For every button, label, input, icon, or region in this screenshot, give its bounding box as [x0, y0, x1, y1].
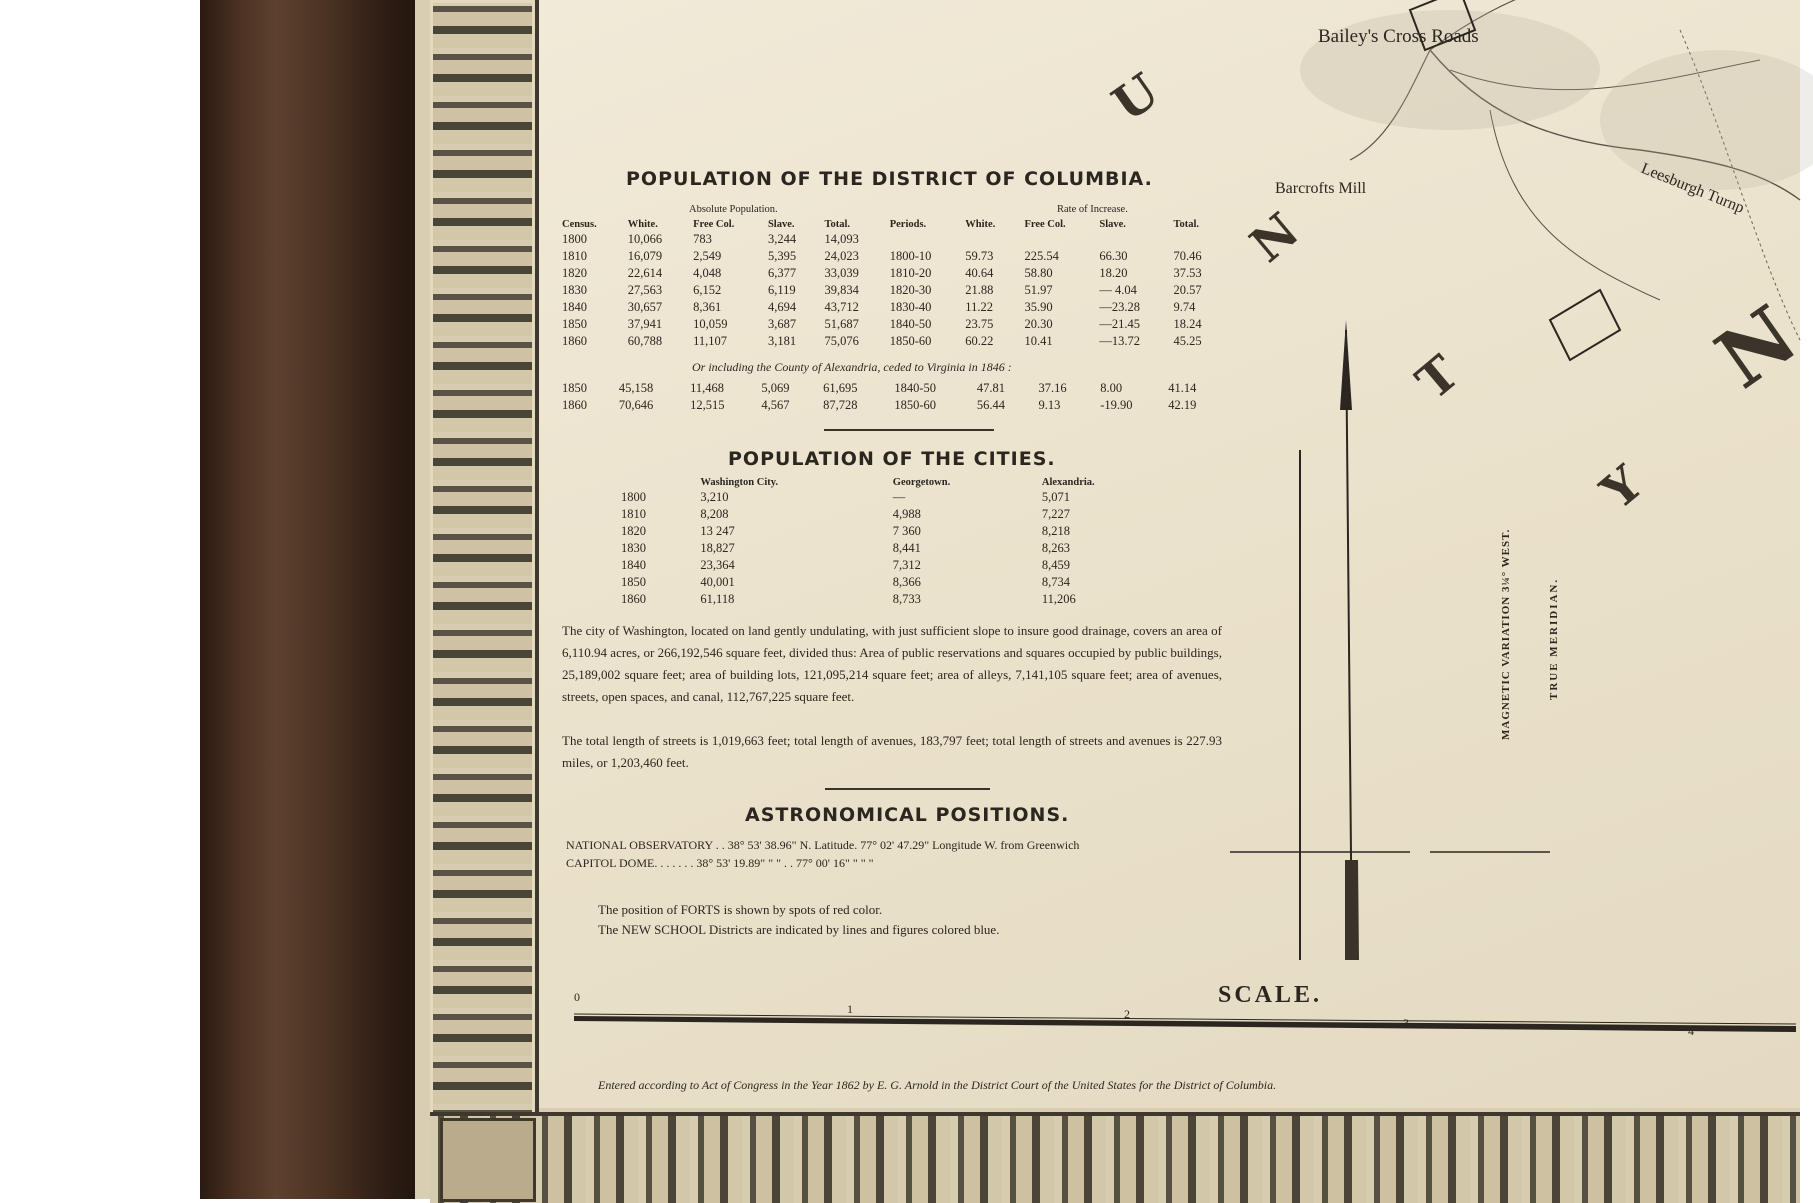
table-cell: 43,712: [824, 300, 859, 314]
column-header: Free Col.: [693, 219, 735, 230]
table-cell: 1800: [621, 490, 646, 504]
table-row: [615, 489, 1175, 506]
border-corner-ornament: [440, 1118, 536, 1202]
table-cell: 22,614: [627, 266, 663, 280]
table-cell: 47.81: [976, 381, 1005, 395]
school-note: The NEW SCHOOL Districts are indicated by lines and figures colored blue.: [598, 922, 1000, 937]
table-cell: 6,119: [767, 283, 796, 297]
column-header: [615, 476, 694, 489]
table-cell: 1860: [562, 398, 587, 412]
column-header: Periods.: [889, 219, 927, 230]
baileys-cross-roads-label: Bailey's Cross Roads: [1318, 26, 1479, 47]
table-cell: 40.64: [965, 266, 994, 280]
table-cell: 23,364: [700, 558, 735, 572]
table-cell: 8,441: [892, 541, 921, 555]
column-header: Total.: [1173, 219, 1200, 230]
table-cell: -19.90: [1100, 398, 1133, 412]
table-cell: 56.44: [976, 398, 1005, 412]
table-cell: 10.41: [1024, 334, 1053, 348]
scale-tick-4: 4: [1688, 1024, 1694, 1038]
table-cell: 42.19: [1168, 398, 1197, 412]
copyright-notice: Entered according to Act of Congress in the Year 1862 by E. G. Arnold in the District Court of the United States for the District of Columbia.: [598, 1078, 1277, 1092]
wood-frame: [200, 0, 415, 1199]
table-row: [556, 380, 1224, 397]
table-cell: 3,210: [700, 490, 729, 504]
table-cell: 8,459: [1041, 558, 1070, 572]
column-header: Slave.: [1099, 219, 1126, 230]
table-cell: 1820: [621, 524, 646, 538]
scale-tick-2: 2: [1124, 1007, 1130, 1021]
table-cell: 8,361: [693, 300, 722, 314]
table-cell: 70.46: [1173, 249, 1202, 263]
table-cell: 1850-60: [889, 334, 932, 348]
table-cell: 8,366: [892, 575, 921, 589]
table-row: [615, 523, 1175, 540]
divider: [824, 429, 994, 431]
table-cell: 7,312: [892, 558, 921, 572]
table-cell: 35.90: [1024, 300, 1053, 314]
table-cell: 1810-20: [889, 266, 932, 280]
table-row: [556, 248, 1224, 265]
capitol-position: CAPITOL DOME. . . . . . . 38° 53' 19.89" " " . . 77° 00' 16" " " ": [566, 856, 874, 870]
table-row: [556, 316, 1224, 333]
table-row: [615, 591, 1175, 608]
table-cell: 60.22: [965, 334, 994, 348]
barcrofts-mill-label: Barcrofts Mill: [1275, 180, 1367, 197]
column-header: White.: [627, 219, 658, 230]
column-header: Census.: [562, 219, 597, 230]
rate-group: Rate of Increase.: [1057, 204, 1128, 215]
ornamental-border-bottom: [430, 1112, 1800, 1203]
table-row: [556, 231, 1224, 248]
astro-title: ASTRONOMICAL POSITIONS.: [745, 804, 1070, 826]
table-cell: — 4.04: [1099, 283, 1137, 297]
pop-dc-title: POPULATION OF THE DISTRICT OF COLUMBIA.: [626, 168, 1153, 190]
table-cell: 18.24: [1173, 317, 1202, 331]
table-cell: 40,001: [700, 575, 735, 589]
table-cell: 10,059: [693, 317, 728, 331]
table-cell: 20.30: [1024, 317, 1053, 331]
table-cell: 14,093: [824, 232, 859, 246]
table-cell: 1850: [621, 575, 646, 589]
true-meridian-label: TRUE MERIDIAN.: [1548, 577, 1560, 700]
table-cell: 5,069: [761, 381, 790, 395]
table-row: [556, 299, 1224, 316]
ornamental-border-left: [430, 0, 539, 1199]
table-cell: 8,208: [700, 507, 729, 521]
table-cell: 45.25: [1173, 334, 1202, 348]
table-cell: 1800-10: [889, 249, 932, 263]
observatory-position: NATIONAL OBSERVATORY . . 38° 53' 38.96" N. Latitude. 77° 02' 47.29" Longitude W. from Greenwich: [566, 838, 1080, 852]
table-cell: 8,734: [1041, 575, 1070, 589]
column-header: Slave.: [767, 219, 795, 230]
table-cell: 2,549: [693, 249, 722, 263]
table-cell: 4,567: [761, 398, 790, 412]
county-letter-n-large: N: [1699, 287, 1813, 407]
table-cell: 1850: [562, 381, 587, 395]
table-cell: 24,023: [824, 249, 859, 263]
table-cell: 37.16: [1038, 381, 1067, 395]
table-cell: 30,657: [627, 300, 663, 314]
table-cell: 1860: [621, 592, 646, 606]
table-row: [556, 397, 1224, 414]
table-cell: 9.13: [1038, 398, 1061, 412]
pop-cities-title: POPULATION OF THE CITIES.: [728, 448, 1056, 470]
table-cell: 18,827: [700, 541, 735, 555]
table-cell: 3,244: [767, 232, 797, 246]
table-cell: 66.30: [1099, 249, 1128, 263]
column-header: Total.: [824, 219, 851, 230]
table-cell: —23.28: [1099, 300, 1140, 314]
county-letter-u: U: [1102, 63, 1170, 133]
table-cell: —13.72: [1099, 334, 1140, 348]
table-cell: 1840-50: [889, 317, 932, 331]
table-cell: 21.88: [965, 283, 994, 297]
table-cell: 5,395: [767, 249, 797, 263]
table-cell: 1810: [562, 249, 587, 263]
table-cell: 45,158: [618, 381, 654, 395]
table-cell: 8.00: [1100, 381, 1123, 395]
table-cell: 18.20: [1099, 266, 1128, 280]
washington-description: The city of Washington, located on land gently undulating, with just sufficient slope to insure good drainage, covers an area of 6,110.94 acres, or 266,192,546 square feet, divided thus: Area of public reservations and squares occupied by public buildings, 25,189,002 square feet; area of building lots, 121,095,214 square feet; area of alleys, 7,141,105 square feet; area of avenues, streets, open spaces, and canal, 112,767,225 square feet.: [562, 623, 1222, 704]
scale-tick-0: 0: [574, 990, 580, 1004]
table-cell: 61,695: [823, 381, 858, 395]
table-cell: 1820-30: [889, 283, 932, 297]
map-linework: [1240, 0, 1800, 1000]
table-cell: 4,694: [767, 300, 797, 314]
table-cell: [1167, 231, 1224, 248]
table-row: [615, 557, 1175, 574]
table-cell: 1860: [562, 334, 587, 348]
table-cell: 7,227: [1041, 507, 1070, 521]
table-cell: 8,218: [1041, 524, 1070, 538]
table-cell: 60,788: [627, 334, 663, 348]
table-cell: 37.53: [1173, 266, 1202, 280]
table-cell: 75,076: [824, 334, 859, 348]
table-cell: 58.80: [1024, 266, 1053, 280]
county-letter-t: T: [1406, 345, 1470, 411]
table-row: [615, 574, 1175, 591]
table-row: [615, 540, 1175, 557]
column-header: White.: [965, 219, 996, 230]
table-cell: [884, 231, 960, 248]
table-cell: 70,646: [618, 398, 654, 412]
table-cell: 37,941: [627, 317, 663, 331]
table-cell: 51.97: [1024, 283, 1053, 297]
column-header: Georgetown.: [892, 477, 951, 488]
table-cell: 8,733: [892, 592, 921, 606]
table-cell: 23.75: [965, 317, 994, 331]
table-row: [556, 333, 1224, 350]
table-cell: 3,181: [767, 334, 797, 348]
table-cell: 16,079: [627, 249, 663, 263]
table-cell: 13 247: [700, 524, 735, 538]
table-cell: 87,728: [823, 398, 858, 412]
table-cell: 1840: [621, 558, 646, 572]
table-cell: 1820: [562, 266, 587, 280]
scale-tick-1: 1: [847, 1002, 853, 1016]
table-cell: 41.14: [1168, 381, 1197, 395]
scale-title: SCALE.: [1218, 982, 1323, 1008]
table-cell: 1840: [562, 300, 587, 314]
table-cell: 10,066: [627, 232, 663, 246]
table-cell: 1850-60: [894, 398, 937, 412]
column-header: Alexandria.: [1041, 477, 1095, 488]
table-cell: 6,377: [767, 266, 797, 280]
table-cell: 27,563: [627, 283, 663, 297]
table-cell: 5,071: [1041, 490, 1070, 504]
county-letter-y: Y: [1591, 455, 1654, 521]
table-cell: 1830-40: [889, 300, 932, 314]
table-cell: —21.45: [1099, 317, 1140, 331]
leesburgh-turnpike-label: Leesburgh Turnp: [1638, 160, 1747, 217]
abs-pop-group: Absolute Population.: [689, 204, 778, 215]
table-cell: 7 360: [892, 524, 921, 538]
table-cell: 11,107: [693, 334, 727, 348]
table-cell: 11.22: [965, 300, 993, 314]
table-cell: 1800: [562, 232, 587, 246]
table-cell: 1810: [621, 507, 646, 521]
table-cell: 11,468: [690, 381, 725, 395]
column-header: Free Col.: [1024, 219, 1066, 230]
magnetic-variation-label: MAGNETIC VARIATION 3¼° WEST.: [1500, 528, 1512, 740]
table-cell: 1840-50: [894, 381, 937, 395]
county-letter-n: N: [1240, 202, 1310, 274]
table-cell: 39,834: [824, 283, 859, 297]
pop-dc-table: [556, 218, 1224, 350]
table-cell: [1018, 231, 1093, 248]
table-row: [556, 282, 1224, 299]
column-header: Washington City.: [700, 477, 779, 488]
table-cell: 8,263: [1041, 541, 1070, 555]
table-row: [556, 265, 1224, 282]
scale-tick-3: 3: [1403, 1016, 1409, 1030]
pop-dc-alt-table: [556, 380, 1224, 414]
table-cell: [959, 231, 1018, 248]
table-cell: 4,988: [892, 507, 921, 521]
table-cell: 11,206: [1041, 592, 1076, 606]
table-cell: —: [892, 490, 906, 504]
forts-note: The position of FORTS is shown by spots of red color.: [598, 902, 883, 917]
table-cell: 1830: [621, 541, 646, 555]
streets-description: The total length of streets is 1,019,663 feet; total length of avenues, 183,797 feet; total length of streets and avenues is 227.93 miles, or 1,203,460 feet.: [562, 733, 1222, 770]
table-cell: 61,118: [700, 592, 735, 606]
table-cell: 783: [693, 232, 712, 246]
table-cell: 51,687: [824, 317, 859, 331]
divider: [825, 788, 990, 790]
table-cell: 4,048: [693, 266, 722, 280]
table-cell: 1850: [562, 317, 587, 331]
table-cell: 6,152: [693, 283, 722, 297]
table-cell: 59.73: [965, 249, 994, 263]
table-cell: 12,515: [690, 398, 725, 412]
table-cell: [1093, 231, 1167, 248]
table-cell: 9.74: [1173, 300, 1196, 314]
alexandria-note: Or including the County of Alexandria, ceded to Virginia in 1846 :: [692, 360, 1012, 374]
table-cell: 33,039: [824, 266, 859, 280]
table-cell: 225.54: [1024, 249, 1059, 263]
table-cell: 1830: [562, 283, 587, 297]
table-cell: 3,687: [767, 317, 797, 331]
pop-cities-table: [615, 476, 1175, 608]
table-cell: 20.57: [1173, 283, 1202, 297]
table-row: [615, 506, 1175, 523]
